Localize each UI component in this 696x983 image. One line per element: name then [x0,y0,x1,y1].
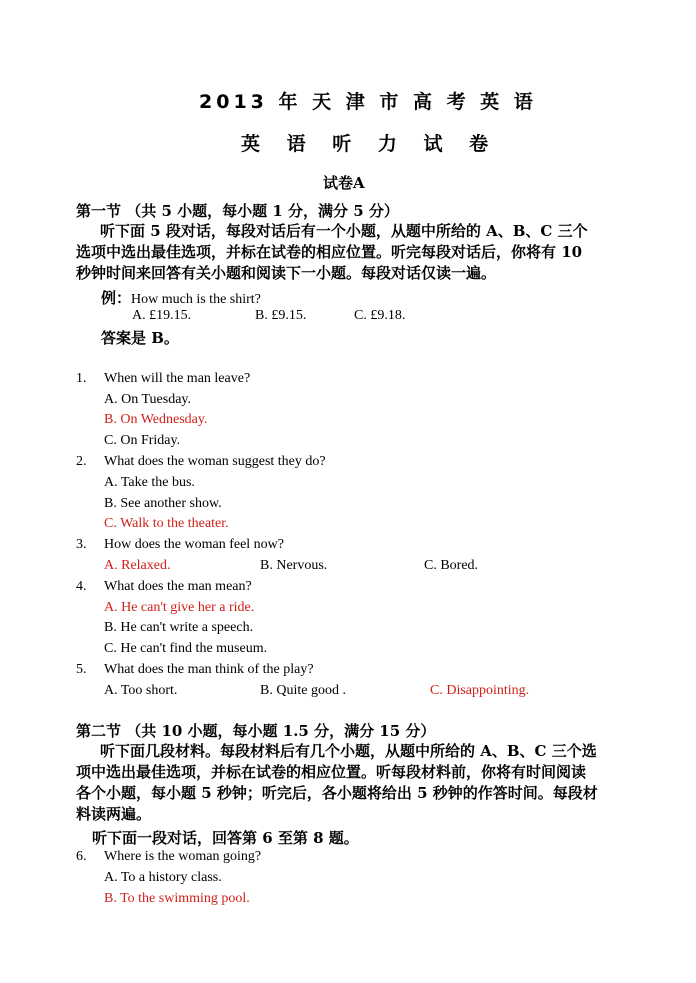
question-number: 6. [76,849,87,864]
option-b: B. See another show. [104,496,222,511]
section2-instructions [76,741,636,825]
section2-sub-instruction: 听下面一段对话，回答第 6 至第 8 题。 [92,829,359,847]
question-text: Where is the woman going? [104,849,262,864]
question-number: 3. [76,537,87,552]
instruction-line: 各个小题，每小题 5 秒钟；听完后，各小题将给出 5 秒钟的作答时间。每段材 [76,784,598,802]
question-text: What does the man mean? [104,579,252,594]
instruction-line: 料读两遍。 [76,805,152,823]
question-number: 4. [76,579,87,594]
exam-title: 2013 年 天 津 市 高 考 英 语 [199,91,537,113]
instruction-line: 听下面 5 段对话，每段对话后有一个小题，从题中所给的 A、B、C 三个 [100,222,588,240]
question-number: 5. [76,662,87,677]
option-c-correct: C. Walk to the theater. [104,516,229,531]
question-text: How does the woman feel now? [104,537,285,552]
example-question [101,287,261,308]
option-c: C. Bored. [424,558,479,573]
option-a: A. Take the bus. [104,475,195,490]
option-b-correct: B. To the swimming pool. [104,891,250,906]
question-number: 1. [76,371,87,386]
question-text: When will the man leave? [104,371,251,386]
option-b: B. Quite good . [260,683,346,698]
question-number: 2. [76,454,87,469]
section1-instructions [76,221,636,284]
instruction-line: 选项中选出最佳选项，并标在试卷的相应位置。听完每段对话后，你将有 10 [76,243,583,261]
example-option-a: A. £19.15. [132,308,192,323]
option-b-correct: B. On Wednesday. [104,412,208,427]
option-c-correct: C. Disappointing. [430,683,530,698]
option-a: A. Too short. [104,683,178,698]
example-option-c: C. £9.18. [354,308,406,323]
section2-heading: 第二节 （共 10 小题，每小题 1.5 分，满分 15 分） [76,722,436,740]
question-text: What does the woman suggest they do? [104,454,326,469]
option-c: C. He can't find the museum. [104,641,268,656]
example-answer: 答案是 B。 [101,329,179,347]
option-a: A. On Tuesday. [104,392,191,407]
instruction-line: 项中选出最佳选项，并标在试卷的相应位置。听每段材料前，你将有时间阅读 [76,763,587,781]
option-a-correct: A. He can't give her a ride. [104,600,255,615]
instruction-line: 听下面几段材料。每段材料后有几个小题，从题中所给的 A、B、C 三个选 [100,742,597,760]
example-question-text: How much is the shirt? [131,292,261,307]
example-option-b: B. £9.15. [255,308,307,323]
instruction-line: 秒钟时间来回答有关小题和阅读下一小题。每段对话仅读一遍。 [76,264,497,282]
example-label: 例： [101,289,132,307]
paper-label: 试卷A [323,174,365,192]
option-a: A. To a history class. [104,870,222,885]
option-a-correct: A. Relaxed. [104,558,171,573]
option-c: C. On Friday. [104,433,181,448]
option-b: B. Nervous. [260,558,328,573]
option-b: B. He can't write a speech. [104,620,254,635]
exam-subtitle: 英 语 听 力 试 卷 [241,133,499,155]
section1-heading: 第一节 （共 5 小题，每小题 1 分，满分 5 分） [76,202,399,220]
question-text: What does the man think of the play? [104,662,314,677]
